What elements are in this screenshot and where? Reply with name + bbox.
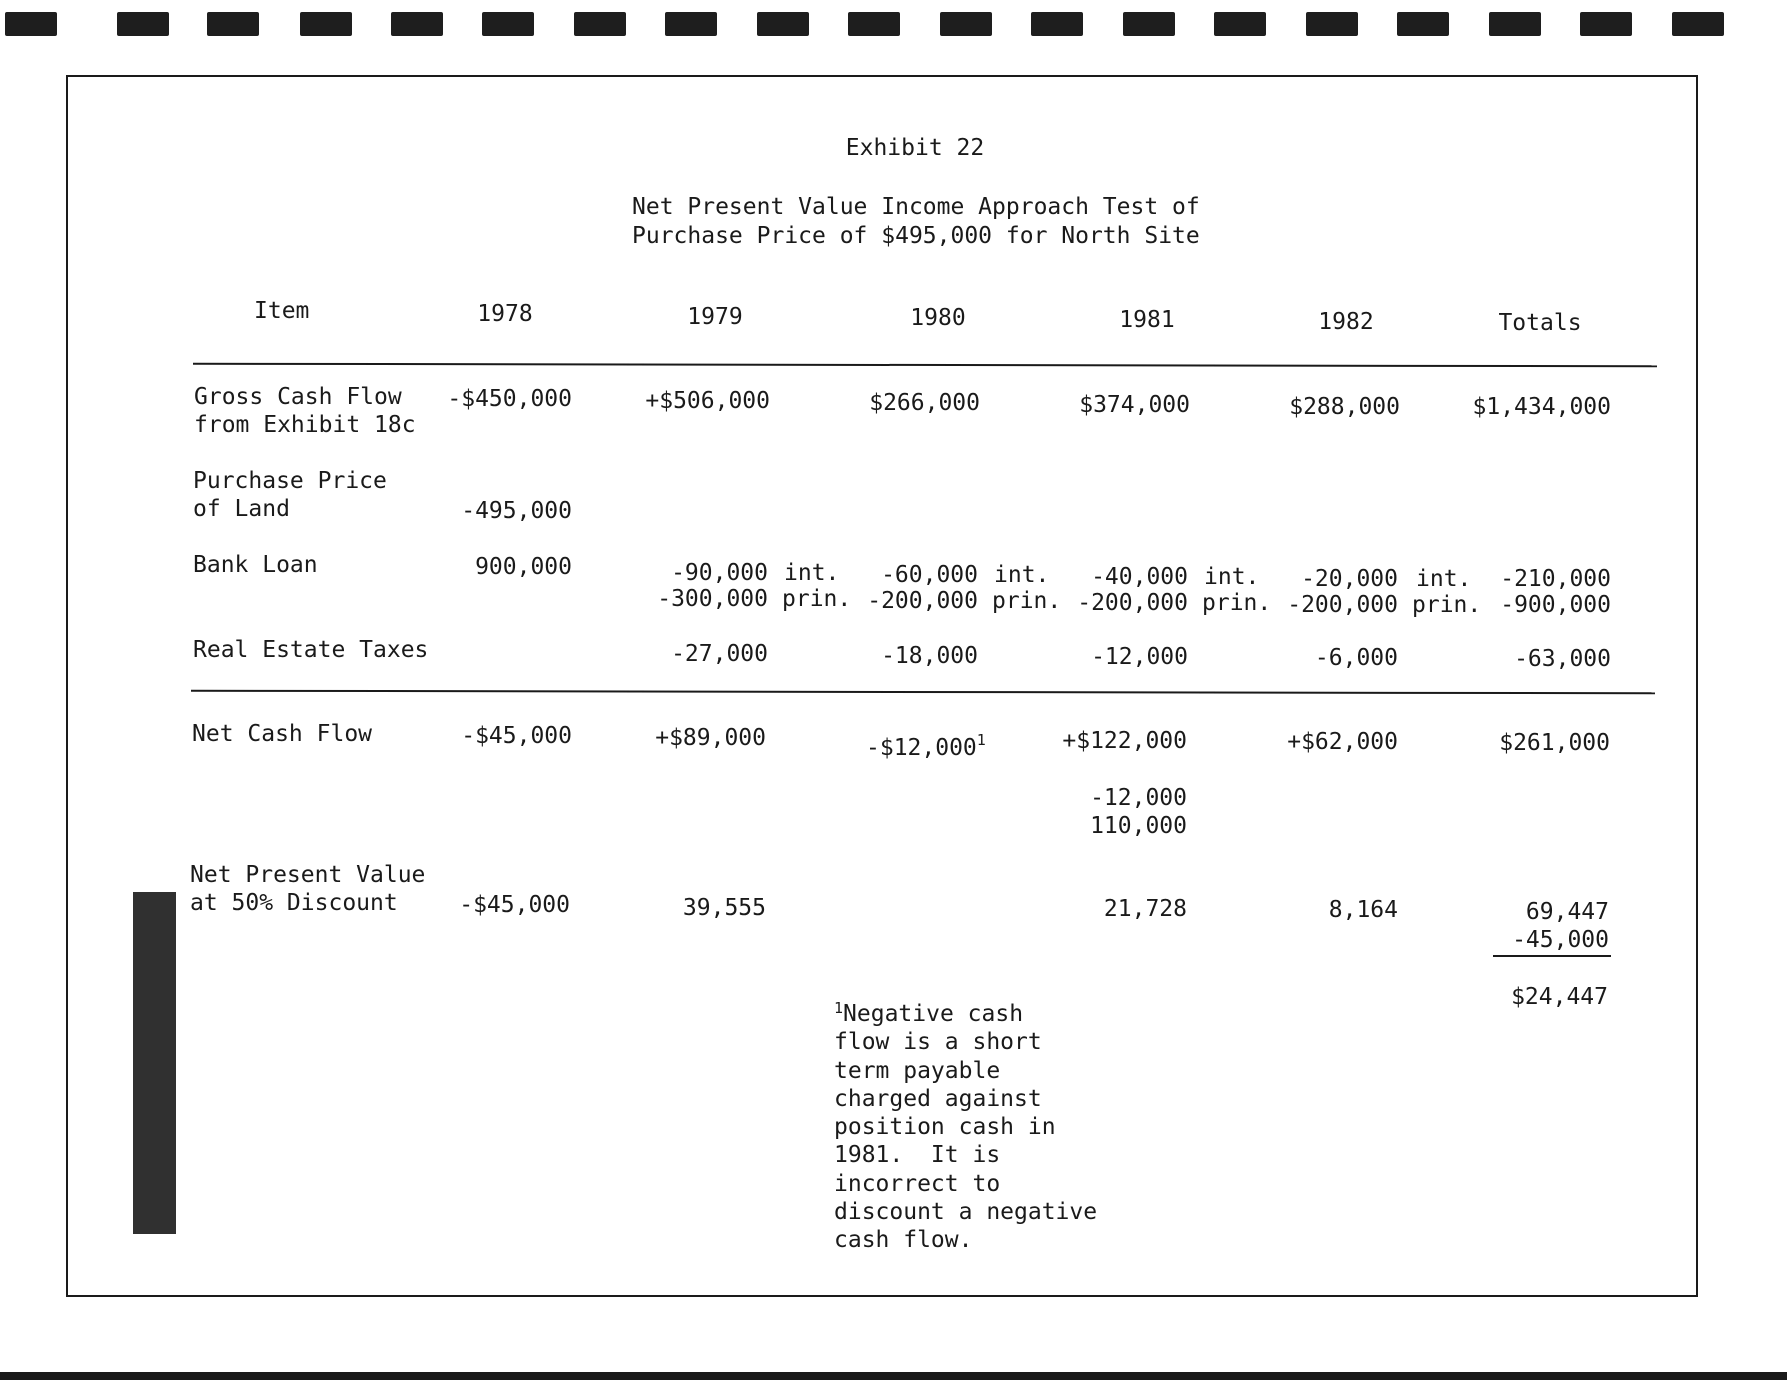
punch-hole [5,12,57,36]
net-1981-adjusted: 110,000 [1090,813,1187,839]
taxes-1980: -18,000 [881,643,978,669]
net-total: $261,000 [1499,730,1610,756]
taxes-1979: -27,000 [671,641,768,667]
taxes-1982: -6,000 [1314,645,1398,671]
loan-prin-label-1982: prin. [1412,592,1482,618]
header-1978: 1978 [477,301,533,327]
row-label-net-cash-flow: Net Cash Flow [192,721,373,747]
punch-hole [391,12,443,36]
loan-interest-1982: -20,000 [1301,566,1398,592]
npv-1982: 8,164 [1328,897,1398,923]
net-1978: -$45,000 [461,723,572,749]
subtitle-line-1: Net Present Value Income Approach Test of [632,194,1200,220]
row-label-taxes: Real Estate Taxes [193,637,429,663]
footnote-mark: 1 [834,999,844,1017]
punch-hole [665,12,717,36]
loan-prin-label-1981: prin. [1202,590,1272,616]
punch-hole [757,12,809,36]
loan-principal-1979: -300,000 [657,586,768,612]
taxes-total: -63,000 [1514,646,1611,672]
punch-hole [117,12,169,36]
gross-1982: $288,000 [1289,394,1400,420]
loan-int-label-1980: int. [994,562,1050,588]
loan-principal-1982: -200,000 [1287,592,1398,618]
net-1980: -$12,000$^1$ [866,731,986,761]
loan-int-label-1979: int. [784,560,840,586]
header-totals: Totals [1498,310,1582,336]
loan-1978: 900,000 [475,554,572,580]
header-1982: 1982 [1318,309,1374,335]
punch-hole [574,12,626,36]
punch-hole [1672,12,1724,36]
npv-total-rule [1493,955,1611,957]
gross-1981: $374,000 [1079,392,1190,418]
npv-total-sum: 69,447 [1525,899,1609,925]
row-label-npv-1: Net Present Value [190,862,426,888]
punch-hole [1123,12,1175,36]
punch-hole [940,12,992,36]
punch-hole [1489,12,1541,36]
net-1981: +$122,000 [1062,728,1187,754]
loan-interest-1979: -90,000 [671,560,768,586]
punch-hole [1580,12,1632,36]
loan-prin-label-1980: prin. [992,588,1062,614]
punch-hole [300,12,352,36]
row-label-bank-loan: Bank Loan [193,552,318,578]
npv-total-subtract: -45,000 [1512,927,1609,953]
punch-hole [848,12,900,36]
row-label-purchase-1: Purchase Price [193,468,387,494]
npv-1981: 21,728 [1103,896,1187,922]
punch-hole [1031,12,1083,36]
header-item: Item [254,298,310,324]
net-1979: +$89,000 [655,725,766,751]
net-1982: +$62,000 [1287,729,1398,755]
footnote: $^1$Negative cash flow is a short term payable charged against position cash in 1981. It is incorrect to discount a negative cash flow. [834,999,1098,1254]
gross-1978: -$450,000 [447,386,572,412]
loan-int-label-1982: int. [1416,566,1472,592]
row-label-npv-2: at 50% Discount [190,890,398,916]
row-label-purchase-2: of Land [193,496,290,522]
npv-1978: -$45,000 [459,892,570,918]
footnote-ref: 1 [976,731,986,749]
binder-punch-strip [0,12,1787,38]
gross-1979: +$506,000 [645,388,770,414]
header-1981: 1981 [1119,307,1175,333]
purchase-1978: -495,000 [461,498,572,524]
gross-1980: $266,000 [869,390,980,416]
loan-principal-1980: -200,000 [867,588,978,614]
header-1980: 1980 [910,305,966,331]
npv-total-net: $24,447 [1511,984,1608,1010]
npv-1979: 39,555 [682,895,766,921]
loan-principal-1981: -200,000 [1077,590,1188,616]
loan-interest-1980: -60,000 [881,562,978,588]
taxes-1981: -12,000 [1091,644,1188,670]
punch-hole [207,12,259,36]
punch-hole [482,12,534,36]
punch-hole [1397,12,1449,36]
loan-int-label-1981: int. [1204,564,1260,590]
exhibit-title: Exhibit 22 [845,135,985,161]
loan-total-principal: -900,000 [1500,592,1611,618]
loan-interest-1981: -40,000 [1091,564,1188,590]
loan-total-interest: -210,000 [1500,566,1611,592]
loan-prin-label-1979: prin. [782,586,852,612]
subtitle-line-2: Purchase Price of $495,000 for North Site [632,223,1200,249]
bottom-edge [0,1372,1787,1380]
punch-hole [1214,12,1266,36]
margin-bar [133,892,176,1234]
net-1981-adjustment: -12,000 [1090,785,1187,811]
row-label-gross-2: from Exhibit 18c [194,412,416,438]
header-1979: 1979 [687,304,743,330]
gross-total: $1,434,000 [1472,394,1611,420]
punch-hole [1306,12,1358,36]
row-label-gross-1: Gross Cash Flow [194,384,402,410]
